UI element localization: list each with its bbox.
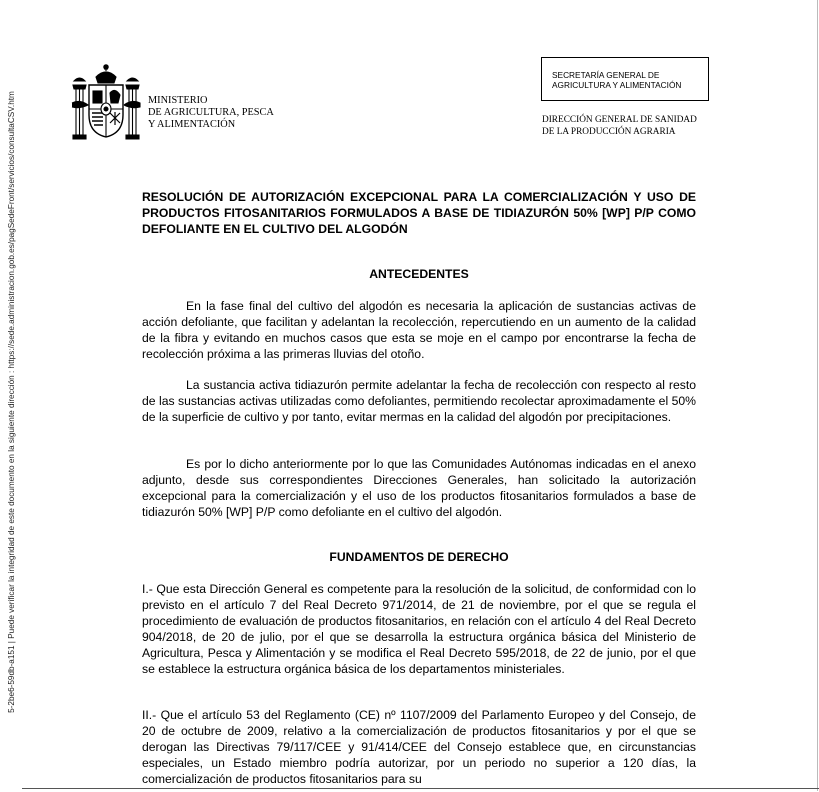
secretaria-line: SECRETARÍA GENERAL DE xyxy=(552,70,660,80)
verification-side-text: 5-2be6-59db-a151 | Puede verificar la integridad de este documento en la siguiente dirección : https://sede.administracion.gob.es/pagSedeFront/servicios/consultaCSV.htm xyxy=(7,91,16,713)
secretaria-line: AGRICULTURA Y ALIMENTACIÓN xyxy=(552,80,682,90)
spain-coat-of-arms-icon xyxy=(70,63,142,143)
paragraph: Es por lo dicho anteriormente por lo que las Comunidades Autónomas indicadas en el anexo adjunto, desde sus correspondientes Direcciones Generales, han solicitado la autorización excepcional para la comercialización y el uso de los productos fitosanitarios formulados a base de tidiazurón 50% [WP] P/P como defoliante en el cultivo del algodón. xyxy=(142,457,696,519)
section-heading-antecedentes: ANTECEDENTES xyxy=(369,267,469,281)
direccion-general-line: DE LA PRODUCCIÓN AGRARIA xyxy=(542,126,676,137)
paragraph: I.- Que esta Dirección General es competente para la resolución de la solicitud, de conformidad con lo previsto en el artículo 7 del Real Decreto 971/2014, de 21 de noviembre, por el que se regula el procedimiento de evaluación de productos fitosanitarios, en relación con el artículo 4 del Real Decreto 904/2018, de 20 de julio, por el que se desarrolla la estructura orgánica básica del Ministerio de Agricultura, Pesca y Alimentación y se modifica el Real Decreto 595/2018, de 22 de junio, por el que se establece la estructura orgánica básica de los departamentos ministeriales. xyxy=(142,582,696,676)
section-heading-fundamentos: FUNDAMENTOS DE DERECHO xyxy=(329,550,509,564)
paragraph: La sustancia activa tidiazurón permite adelantar la fecha de recolección con respecto al resto de las sustancias activas utilizadas como defoliantes, permitiendo recolectar aproximadamente el 50% de la superficie de cultivo y por tanto, evitar mermas en la calidad del algodón por precipitaciones. xyxy=(142,378,696,424)
direccion-general xyxy=(542,115,697,138)
ministry-name xyxy=(148,95,274,131)
document-title: RESOLUCIÓN DE AUTORIZACIÓN EXCEPCIONAL PARA LA COMERCIALIZACIÓN Y USO DE PRODUCTOS FITOSANITARIOS FORMULADOS A BASE DE TIDIAZURÓN 50% [WP] P/P COMO DEFOLIANTE EN EL CULTIVO DEL ALGODÓN xyxy=(142,190,696,236)
direccion-general-line: DIRECCIÓN GENERAL DE SANIDAD xyxy=(542,115,697,125)
page-bottom-edge xyxy=(22,788,819,789)
paragraph: II.- Que el artículo 53 del Reglamento (CE) nº 1107/2009 del Parlamento Europeo y del Consejo, de 20 de octubre de 2009, relativo a la comercialización de productos fitosanitarios y por el que se derogan las Directivas 79/117/CEE y 91/414/CEE del Consejo establece que, en circunstancias especiales, un Estado miembro podría autorizar, por un periodo no superior a 120 días, la comercialización de productos fitosanitarios para su xyxy=(142,708,696,786)
ministry-line: Y ALIMENTACIÓN xyxy=(148,119,236,130)
paragraph: En la fase final del cultivo del algodón es necesaria la aplicación de sustancias activas de acción defoliante, que facilitan y adelantan la recolección, repercutiendo en un aumento de la calidad de la fibra y evitando en muchos casos que esta se moje en el campo por encontrarse la fecha de recolección próxima a las primeras lluvias del otoño. xyxy=(142,299,696,361)
page-right-edge xyxy=(817,0,818,791)
secretaria-box xyxy=(541,57,709,101)
ministry-line: MINISTERIO xyxy=(148,95,208,106)
ministry-line: DE AGRICULTURA, PESCA xyxy=(148,107,274,118)
